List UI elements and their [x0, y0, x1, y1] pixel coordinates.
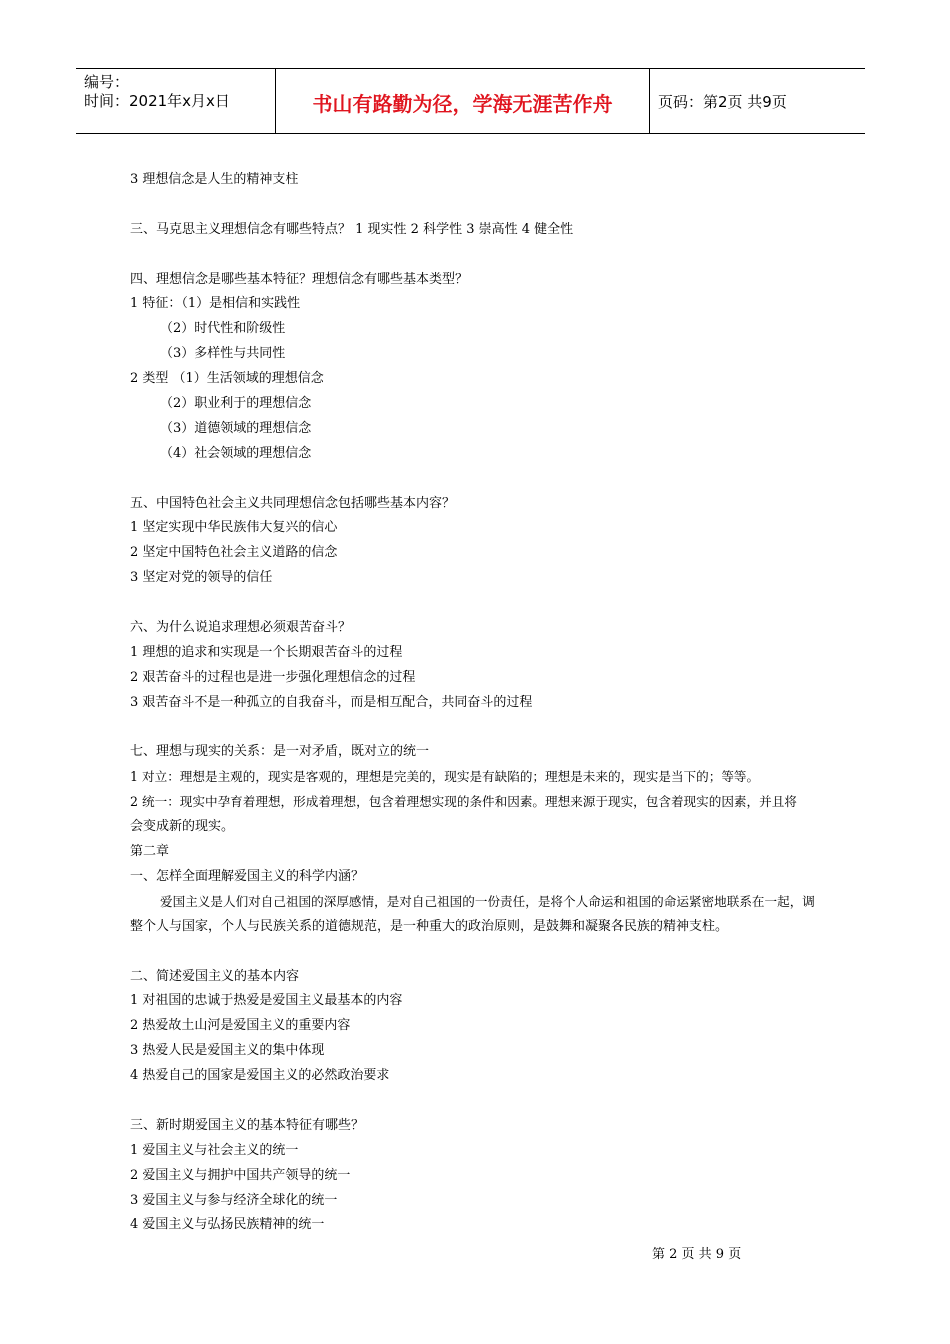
text-line: 1 爱国主义与社会主义的统一	[130, 1142, 299, 1158]
text-line: 2 统一：现实中孕育着理想，形成着理想，包含着理想实现的条件和因素。理想来源于现实，包含着现实的因素，并且将	[130, 794, 797, 810]
header-motto-cell	[276, 69, 650, 133]
question-heading: 五、中国特色社会主义共同理想信念包括哪些基本内容？	[130, 495, 456, 511]
text-line: 3 艰苦奋斗不是一种孤立的自我奋斗，而是相互配合，共同奋斗的过程	[130, 694, 533, 710]
question-heading: 三、马克思主义理想信念有哪些特点？ 1 现实性 2 科学性 3 崇高性 4 健全性	[130, 221, 574, 237]
text-line: 4 热爱自己的国家是爱国主义的必然政治要求	[130, 1068, 390, 1084]
question-heading: 六、为什么说追求理想必须艰苦奋斗？	[130, 620, 352, 636]
text-line: （3）道德领域的理想信念	[160, 420, 312, 436]
document-body	[130, 168, 900, 1238]
question-heading: 一、怎样全面理解爱国主义的科学内涵？	[130, 868, 365, 884]
chapter-heading: 第二章	[130, 844, 170, 860]
text-line: 1 对祖国的忠诚于热爱是爱国主义最基本的内容	[130, 993, 403, 1009]
page-label: 页码：第2页 共9页	[658, 93, 787, 111]
text-line: 2 艰苦奋斗的过程也是进一步强化理想信念的过程	[130, 669, 416, 685]
question-heading: 七、理想与现实的关系：是一对矛盾，既对立的统一	[130, 744, 430, 760]
text-line: 2 热爱故土山河是爱国主义的重要内容	[130, 1018, 351, 1034]
text-line: 1 对立：理想是主观的，现实是客观的，理想是完美的，现实是有缺陷的；理想是未来的，现实是当下的；等等。	[130, 769, 760, 785]
paragraph-line: 爱国主义是人们对自己祖国的深厚感情，是对自己祖国的一份责任，是将个人命运和祖国的命运紧密地联系在一起，调	[160, 893, 815, 909]
page-header	[76, 68, 865, 134]
text-line: 3 热爱人民是爱国主义的集中体现	[130, 1043, 325, 1059]
time-label: 时间：2021年x月x日	[84, 92, 230, 110]
text-line: 2 爱国主义与拥护中国共产领导的统一	[130, 1167, 351, 1183]
text-line: 3 坚定对党的领导的信任	[130, 570, 273, 586]
text-line: 1 坚定实现中华民族伟大复兴的信心	[130, 520, 338, 536]
text-line: 1 特征：（1）是相信和实践性	[130, 296, 301, 312]
text-line: 会变成新的现实。	[130, 819, 235, 835]
text-line: （2）职业利于的理想信念	[160, 396, 312, 412]
paragraph-line: 整个人与国家，个人与民族关系的道德规范，是一种重大的政治原则，是鼓舞和凝聚各民族的精神支柱。	[130, 918, 729, 934]
text-line: 1 理想的追求和实现是一个长期艰苦奋斗的过程	[130, 644, 403, 660]
motto-text: 书山有路勤为径，学海无涯苦作舟	[312, 92, 613, 116]
number-label: 编号：	[84, 73, 130, 91]
header-left-cell	[76, 69, 276, 133]
text-line: 4 爱国主义与弘扬民族精神的统一	[130, 1217, 325, 1233]
page-footer: 第 2 页 共 9 页	[652, 1247, 742, 1262]
header-page-cell	[650, 69, 865, 133]
text-line: （3）多样性与共同性	[160, 346, 286, 362]
text-line: 3 爱国主义与参与经济全球化的统一	[130, 1192, 338, 1208]
text-line: （4）社会领域的理想信念	[160, 445, 312, 461]
text-line: 3 理想信念是人生的精神支柱	[130, 172, 299, 187]
question-heading: 三、新时期爱国主义的基本特征有哪些？	[130, 1117, 365, 1133]
text-line: 2 坚定中国特色社会主义道路的信念	[130, 545, 338, 561]
question-heading: 二、简述爱国主义的基本内容	[130, 968, 300, 984]
text-line: 2 类型 （1）生活领域的理想信念	[130, 371, 324, 387]
text-line: （2）时代性和阶级性	[160, 321, 286, 337]
question-heading: 四、理想信念是哪些基本特征？理想信念有哪些基本类型？	[130, 271, 469, 287]
